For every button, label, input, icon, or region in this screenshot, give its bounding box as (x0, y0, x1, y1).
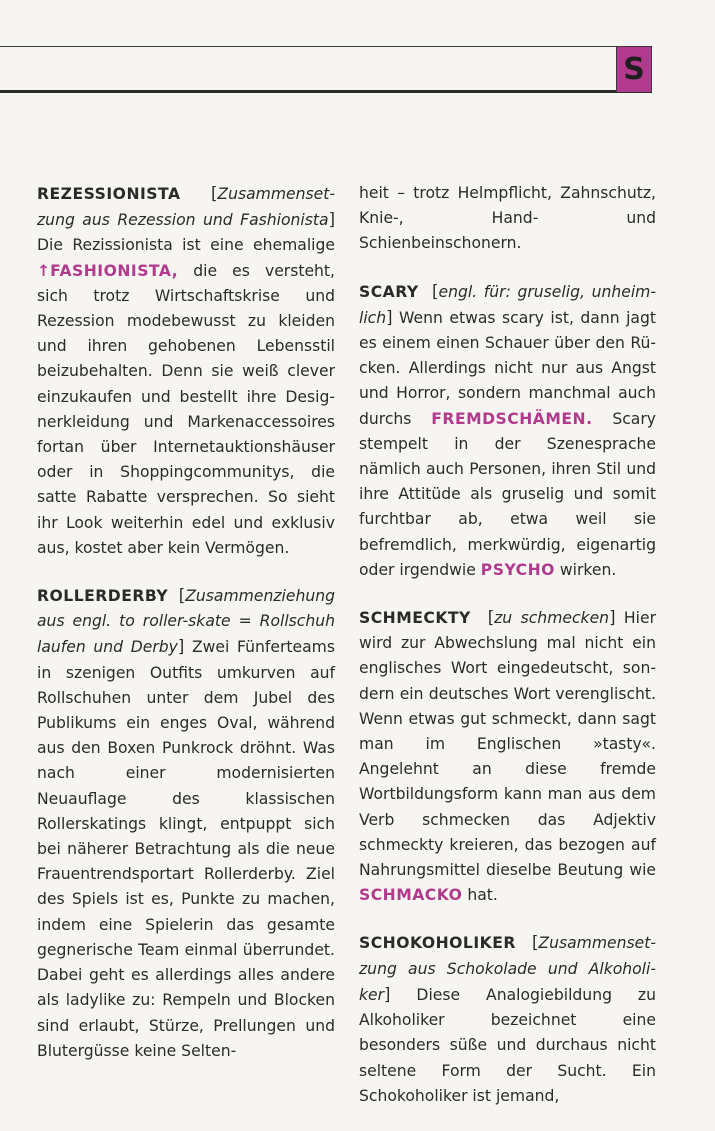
bracket-close: ] (386, 307, 393, 327)
left-column (37, 181, 335, 1086)
entry-rollerderby (37, 583, 335, 1064)
etymology: engl. für: gruselig, unheimlich (359, 282, 656, 327)
headword: REZESSIONISTA (37, 185, 181, 203)
bracket-open: [ (178, 586, 186, 606)
cross-reference: FASHIONISTA, (50, 261, 179, 280)
header-rule-top (0, 46, 616, 47)
headword: SCARY (359, 282, 419, 301)
entry-scary (359, 279, 656, 583)
entry-rollerderby-continued (359, 181, 656, 257)
bracket-close: ] (609, 608, 616, 628)
etymology: Zusammensetzung aus Rezession und Fashionista (37, 185, 335, 230)
entry-text: heit – trotz Helmpflicht, Zahnschutz, Knie-, Hand- und Schienbeinschonern. (359, 184, 656, 253)
bracket-close: ] (384, 984, 391, 1004)
entry-schmeckty (359, 605, 656, 908)
entry-text: hat. (462, 886, 498, 905)
entry-schokoholiker (359, 930, 656, 1108)
header-rule-bottom (0, 90, 652, 93)
headword: SCHOKOHOLIKER (359, 934, 516, 953)
entry-text: die es versteht, sich trotz Wirtschaftskrise und Rezession modebewusst zu kleiden und ihren gehobenen Lebensstil beizubehalten. Denn sie weiß clever einzukaufen und bestellt ihre Designerkleidung und Markenaccessoires fortan über Internetauktionshäuser oder in Shoppingcommunitys, die satte Rabatte versprechen. So sieht ihr Look weiterhin edel und exklusiv aus, kostet aber kein Vermögen. (37, 261, 335, 557)
section-letter-tab: S (616, 46, 652, 92)
entry-text: Hier wird zur Abwechslung mal nicht ein englisches Wort eingedeutscht, sondern ein deutsches Wort verenglischt. Wenn etwas gut schmeckt, dann sagt man im Englischen »tasty«. Angelehnt an diese fremde Wortbildungsform kann man aus dem Verb schmecken das Adjektiv schmeckty kreieren, das bezogen auf Nahrungsmittel dieselbe Beutung wie (359, 609, 656, 880)
entry-text: Zwei Fünferteams in szenigen Outfits umkurven auf Rollschuhen unter dem Jubel des Publikums ein enges Oval, während aus den Boxen Punkrock dröhnt. Was nach einer modernisierten Neuauflage des klassischen Rollerskatings klingt, entpuppt sich bei näherer Betrachtung als die neue Frauentrendsportart Rollerderby. Ziel des Spiels ist es, Punkte zu machen, indem eine Spielerin das gesamte gegnerische Team einmal überrundet. Dabei geht es allerdings alles andere als ladylike zu: Rempeln und Blocken sind erlaubt, Stürze, Prellungen und Blutergüsse keine Selten- (37, 638, 335, 1060)
entry-text: Scary stempelt in der Szenesprache nämlich auch Personen, ihren Stil und ihre Attitüde als gruselig und somit furchtbar ab, etwa weil sie befremdlich, merkwürdig, eigenartig oder irgendwie (359, 409, 657, 579)
bracket-open: [ (487, 608, 495, 628)
cross-reference: FREMDSCHÄMEN. (431, 409, 593, 428)
entry-text: Diese Analogiebildung zu Alkoholiker bezeichnet eine besonders süße und durchaus nicht seltene Form der Sucht. Ein Schokoholiker ist jemand, (359, 985, 656, 1105)
bracket-open: [ (531, 933, 539, 953)
etymology: Zusammensetzung aus Schokolade und Alkoholiker (359, 934, 656, 1004)
headword: SCHMECKTY (359, 609, 471, 628)
bracket-close: ] (177, 637, 185, 657)
bracket-open: [ (210, 184, 218, 203)
bracket-close: ] (328, 210, 335, 230)
cross-reference: SCHMACKO (359, 886, 463, 905)
headword: ROLLERDERBY (37, 587, 169, 606)
bracket-open: [ (432, 281, 439, 301)
etymology: zu schmecken (494, 609, 610, 628)
right-column (359, 181, 656, 1131)
entry-text: Die Rezissionista ist eine ehemalige (37, 236, 335, 255)
cross-reference: PSYCHO (480, 560, 555, 579)
entry-text: wirken. (554, 560, 617, 579)
entry-text: Wenn etwas scary ist, dann jagt es einem einen Schauer über den Rücken. Allerdings nicht nur aus Angst und Horror, sondern manchmal auch durchs (359, 308, 656, 428)
entry-rezessionista (37, 181, 335, 561)
etymology: Zusammenziehung aus engl. to roller-skate = Rollschuh laufen und Derby (37, 587, 335, 657)
cross-reference-arrow-icon: ↑ (37, 261, 51, 280)
